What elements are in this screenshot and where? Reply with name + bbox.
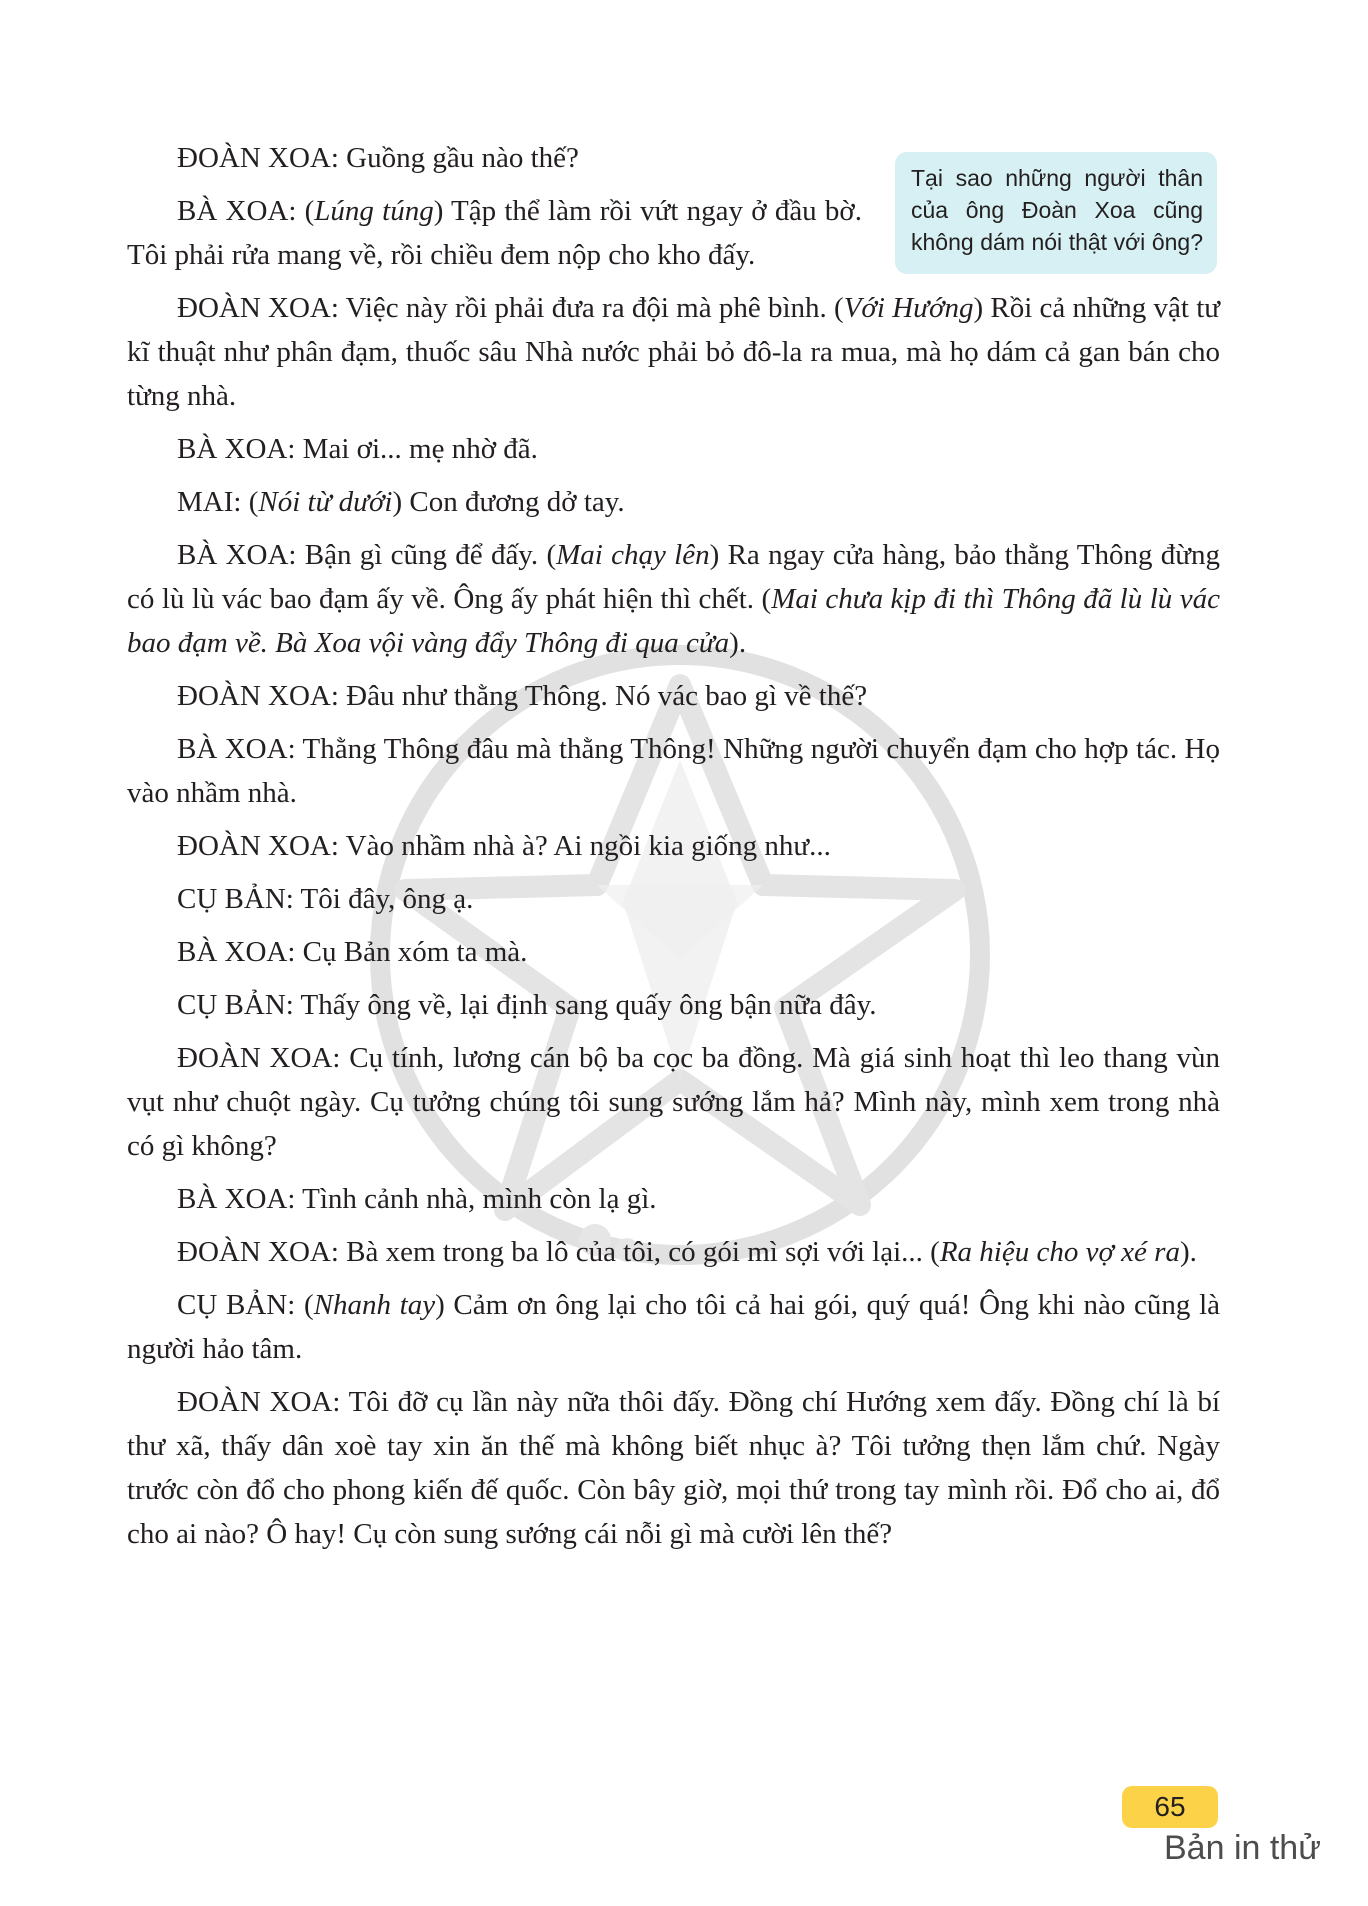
dialogue-paragraph bbox=[127, 427, 1220, 471]
dialogue-paragraph bbox=[127, 533, 1220, 665]
dialogue-paragraph bbox=[127, 1283, 1220, 1371]
stage-direction: Nói từ dưới bbox=[258, 486, 393, 518]
stage-direction: Mai chạy lên bbox=[556, 539, 710, 571]
dialogue-text: BÀ XOA: Cụ Bản xóm ta mà. bbox=[177, 936, 528, 968]
sidenote-line: Tại sao những người thân bbox=[911, 165, 1203, 191]
dialogue-text: ĐOÀN XOA: Guồng gầu nào thế? bbox=[177, 142, 579, 174]
stage-direction: Với Hướng bbox=[843, 292, 974, 324]
dialogue-text: MAI: ( bbox=[177, 486, 259, 518]
dialogue-text: ĐOÀN XOA: Cụ tính, lương cán bộ ba cọc ba đồng. Mà giá sinh hoạt thì leo thang vùn vụt như chuột ngày. Cụ tưởng chúng tôi sung sướng lắm hả? Mình này, mình xem trong nhà có gì không? bbox=[127, 1042, 1220, 1162]
dialogue-paragraph bbox=[127, 189, 862, 277]
dialogue-text: ). bbox=[1179, 1236, 1197, 1268]
draft-print-label: Bản in thử bbox=[1164, 1829, 1321, 1867]
dialogue-text: BÀ XOA: ( bbox=[177, 195, 315, 227]
dialogue-text: ĐOÀN XOA: Vào nhầm nhà à? Ai ngồi kia giống như... bbox=[177, 830, 831, 862]
dialogue-text: ĐOÀN XOA: Bà xem trong ba lô của tôi, có gói mì sợi với lại... ( bbox=[177, 1236, 940, 1268]
dialogue-text: BÀ XOA: Tình cảnh nhà, mình còn lạ gì. bbox=[177, 1183, 657, 1215]
dialogue-text: ). bbox=[729, 627, 747, 659]
dialogue-text: ) Rồi cả những vật tư kĩ thuật như phân đạm, thuốc sâu Nhà nước phải bỏ đô-la ra mua, mà họ dám cả gan bán cho từng nhà. bbox=[127, 292, 1220, 412]
sidenote-line: của ông Đoàn Xoa cũng bbox=[911, 197, 1203, 223]
dialogue-paragraph bbox=[127, 480, 1220, 524]
dialogue-paragraph bbox=[127, 727, 1220, 815]
play-script-text bbox=[127, 136, 1220, 1565]
dialogue-text: ĐOÀN XOA: Đâu như thằng Thông. Nó vác bao gì về thế? bbox=[177, 680, 868, 712]
dialogue-paragraph bbox=[127, 1230, 1220, 1274]
dialogue-text: BÀ XOA: Bận gì cũng để đấy. ( bbox=[177, 539, 557, 571]
dialogue-paragraph bbox=[127, 674, 1220, 718]
dialogue-paragraph bbox=[127, 1380, 1220, 1556]
dialogue-paragraph bbox=[127, 824, 1220, 868]
stage-direction: Mai chưa kịp đi thì Thông đã lù lù vác bao đạm về. Bà Xoa vội vàng đẩy Thông đi qua cửa bbox=[127, 583, 1220, 659]
dialogue-text: CỤ BẢN: ( bbox=[177, 1289, 314, 1321]
stage-direction: Ra hiệu cho vợ xé ra bbox=[939, 1236, 1180, 1268]
question-sidenote bbox=[895, 152, 1217, 274]
stage-direction: Lúng túng bbox=[314, 195, 434, 227]
dialogue-text: ) Ra ngay cửa hàng, bảo thằng Thông đừng có lù lù vác bao đạm ấy về. Ông ấy phát hiện thì chết. ( bbox=[127, 539, 1220, 615]
dialogue-text: ) Cảm ơn ông lại cho tôi cả hai gói, quý quá! Ông khi nào cũng là người hảo tâm. bbox=[127, 1289, 1220, 1365]
dialogue-text: CỤ BẢN: Tôi đây, ông ạ. bbox=[177, 883, 474, 915]
dialogue-text: ĐOÀN XOA: Việc này rồi phải đưa ra đội mà phê bình. ( bbox=[177, 292, 844, 324]
dialogue-text: ) Con đương dở tay. bbox=[392, 486, 625, 518]
page-number-badge: 65 bbox=[1122, 1786, 1218, 1828]
sidenote-line: không dám nói thật với ông? bbox=[911, 229, 1203, 255]
dialogue-paragraph bbox=[127, 1036, 1220, 1168]
dialogue-paragraph bbox=[127, 877, 1220, 921]
dialogue-text: BÀ XOA: Thằng Thông đâu mà thằng Thông! Những người chuyển đạm cho hợp tác. Họ vào nhầm nhà. bbox=[127, 733, 1220, 809]
dialogue-text: ) Tập thể làm rồi vứt ngay ở đầu bờ. Tôi phải rửa mang về, rồi chiều đem nộp cho kho đấy. bbox=[127, 195, 862, 271]
dialogue-text: BÀ XOA: Mai ơi... mẹ nhờ đã. bbox=[177, 433, 538, 465]
dialogue-paragraph bbox=[127, 1177, 1220, 1221]
dialogue-paragraph bbox=[127, 983, 1220, 1027]
stage-direction: Nhanh tay bbox=[313, 1289, 436, 1321]
dialogue-paragraph bbox=[127, 136, 862, 180]
dialogue-paragraph bbox=[127, 930, 1220, 974]
dialogue-text: ĐOÀN XOA: Tôi đỡ cụ lần này nữa thôi đấy. Đồng chí Hướng xem đấy. Đồng chí là bí thư xã, thấy dân xoè tay xin ăn thế mà không biết nhục à? Tôi tưởng thẹn lắm chứ. Ngày trước còn đổ cho phong kiến đế quốc. Còn bây giờ, mọi thứ trong tay mình rồi. Đổ cho ai, đổ cho ai nào? Ô hay! Cụ còn sung sướng cái nỗi gì mà cười lên thế? bbox=[127, 1386, 1220, 1550]
dialogue-paragraph bbox=[127, 286, 1220, 418]
dialogue-text: CỤ BẢN: Thấy ông về, lại định sang quấy ông bận nữa đây. bbox=[177, 989, 877, 1021]
